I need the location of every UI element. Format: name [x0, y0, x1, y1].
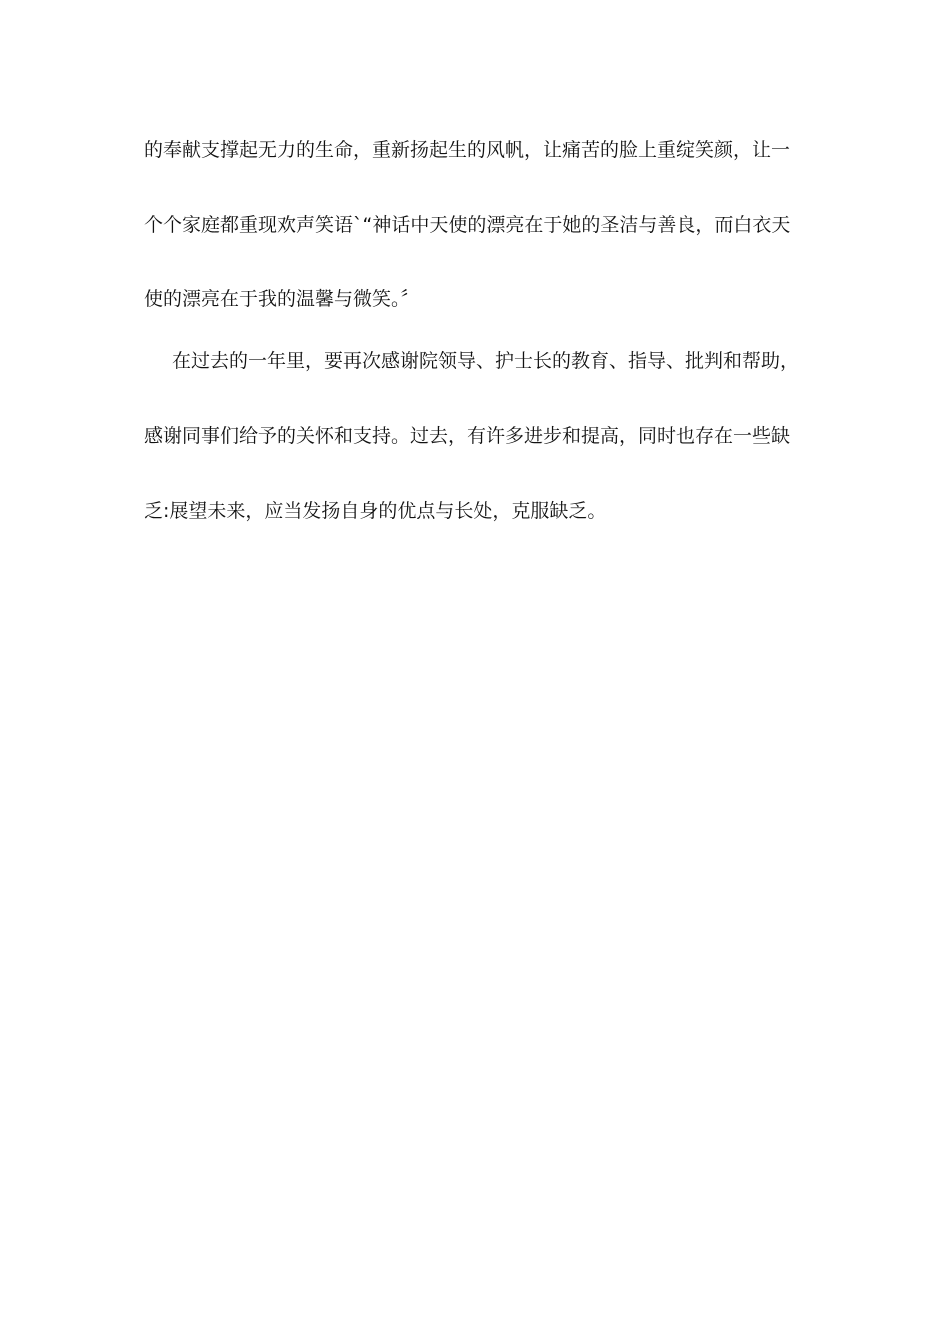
paragraph-1-line-2: 个个家庭都重现欢声笑语ˋ“神话中天使的漂亮在于她的圣洁与善良，而白衣天 [144, 214, 791, 236]
paragraph-1-line-3: 使的漂亮在于我的温馨与微笑。〞 [144, 288, 420, 310]
paragraph-2-line-2: 感谢同事们给予的关怀和支持。过去，有许多进步和提高，同时也存在一些缺 [144, 425, 791, 447]
paragraph-2-line-3: 乏:展望未来，应当发扬自身的优点与长处，克服缺乏。 [144, 500, 607, 522]
paragraph-1-line-1: 的奉献支撑起无力的生命，重新扬起生的风帆，让痛苦的脸上重绽笑颜，让一 [144, 139, 791, 161]
paragraph-2-line-1: 在过去的一年里，要再次感谢院领导、护士长的教育、指导、批判和帮助， [172, 350, 800, 372]
